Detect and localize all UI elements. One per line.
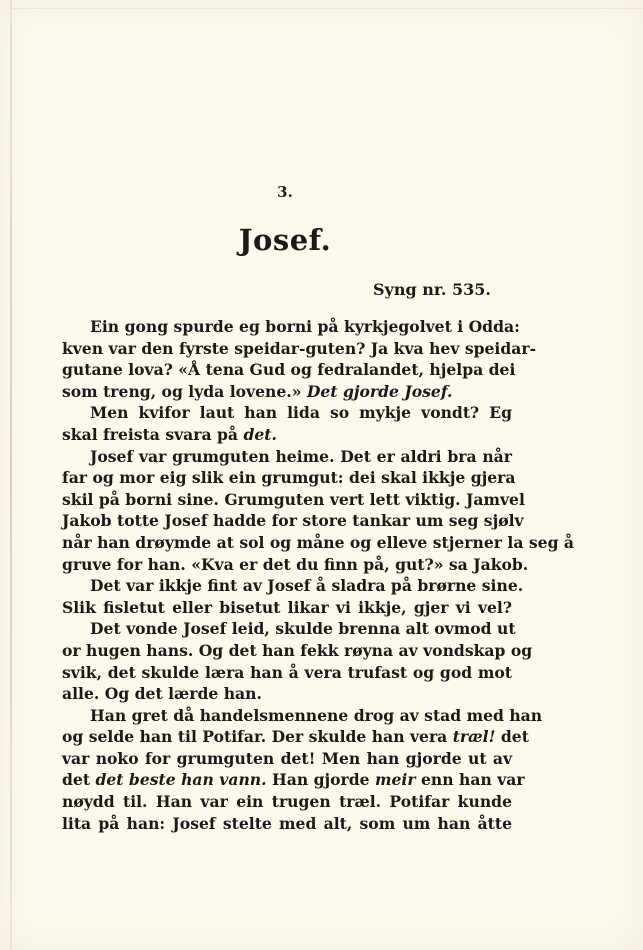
- text-segment: skil på borni sine. Grumguten vert lett viktig. Jamvel: [62, 489, 525, 509]
- text-line: [62, 510, 524, 532]
- text-segment: det: [62, 770, 96, 790]
- text-line: [62, 554, 529, 576]
- text-line: [62, 791, 512, 813]
- text-line: [62, 359, 516, 381]
- text-line: [62, 381, 512, 403]
- text-line: [62, 338, 537, 360]
- text-segment: Men kvifor laut han lida so mykje vondt? Eg: [90, 403, 512, 423]
- text-segment: som treng, og lyda lovene.»: [62, 381, 307, 401]
- text-line: [62, 618, 516, 640]
- text-segment: gutane lova? «Å tena Gud og fedralandet, hjelpa dei: [62, 360, 516, 380]
- italic-text: det beste han vann.: [95, 770, 267, 790]
- text-segment: Det var ikkje fint av Josef å sladra på brørne sine.: [90, 576, 524, 596]
- text-segment: enn han var: [415, 770, 525, 790]
- text-segment: var noko for grumguten det! Men han gjorde ut av: [62, 748, 512, 768]
- body-text: [62, 316, 575, 834]
- text-segment: når han drøymde at sol og måne og elleve stjerner la seg å: [62, 532, 575, 552]
- text-segment: alle. Og det lærde han.: [62, 684, 262, 704]
- text-line: [62, 532, 575, 554]
- text-line: [62, 748, 512, 770]
- italic-text: træl!: [452, 727, 496, 747]
- text-line: [62, 316, 520, 338]
- text-segment: og selde han til Potifar. Der skulde han vera: [62, 727, 453, 747]
- text-line: [62, 769, 525, 791]
- text-segment: lita på han: Josef stelte med alt, som um han åtte: [62, 813, 512, 833]
- text-segment: Det vonde Josef leid, skulde brenna alt ovmod ut: [90, 619, 516, 639]
- italic-text: meir: [375, 770, 416, 790]
- text-segment: Jakob totte Josef hadde for store tankar um seg sjølv: [62, 511, 524, 531]
- page-top-edge: [10, 8, 643, 9]
- text-line: [62, 489, 525, 511]
- text-segment: nøydd til. Han var ein trugen træl. Potifar kunde: [62, 792, 512, 812]
- text-segment: kven var den fyrste speidar-guten? Ja kva hev speidar-: [62, 338, 537, 358]
- text-line: [62, 705, 543, 727]
- text-segment: Ein gong spurde eg borni på kyrkjegolvet i Odda:: [90, 317, 520, 336]
- text-line: [62, 640, 533, 662]
- text-segment: svik, det skulde læra han å vera trufast og god mot: [62, 662, 512, 682]
- text-segment: det: [495, 727, 529, 747]
- text-line: [62, 575, 524, 597]
- text-line: [62, 402, 512, 424]
- italic-text: Det gjorde Josef.: [306, 381, 453, 401]
- text-line: [62, 813, 512, 835]
- text-segment: skal freista svara på: [62, 424, 244, 444]
- text-segment: far og mor eig slik ein grumgut: dei skal ikkje gjera: [62, 468, 516, 488]
- text-segment: gruve for han. «Kva er det du finn på, gut?» sa Jakob.: [62, 554, 529, 574]
- page-left-edge: [10, 0, 12, 950]
- text-segment: or hugen hans. Og det han fekk røyna av vondskap og: [62, 640, 533, 660]
- text-line: [62, 424, 512, 446]
- text-segment: Han gret då handelsmennene drog av stad med han: [90, 705, 543, 725]
- text-line: [62, 683, 512, 705]
- text-segment: Han gjorde: [266, 770, 376, 790]
- text-segment: Josef var grumguten heime. Det er aldri bra når: [90, 446, 512, 466]
- chapter-number: 3.: [277, 183, 293, 201]
- text-line: [62, 597, 512, 619]
- chapter-title: Josef.: [238, 223, 332, 257]
- text-segment: Slik fisletut eller bisetut likar vi ikkje, gjer vi vel?: [62, 597, 512, 617]
- text-line: [62, 726, 529, 748]
- hymn-reference: Syng nr. 535.: [373, 280, 491, 299]
- text-line: [62, 467, 516, 489]
- italic-text: det.: [243, 424, 277, 444]
- text-line: [62, 662, 512, 684]
- text-line: [62, 446, 512, 468]
